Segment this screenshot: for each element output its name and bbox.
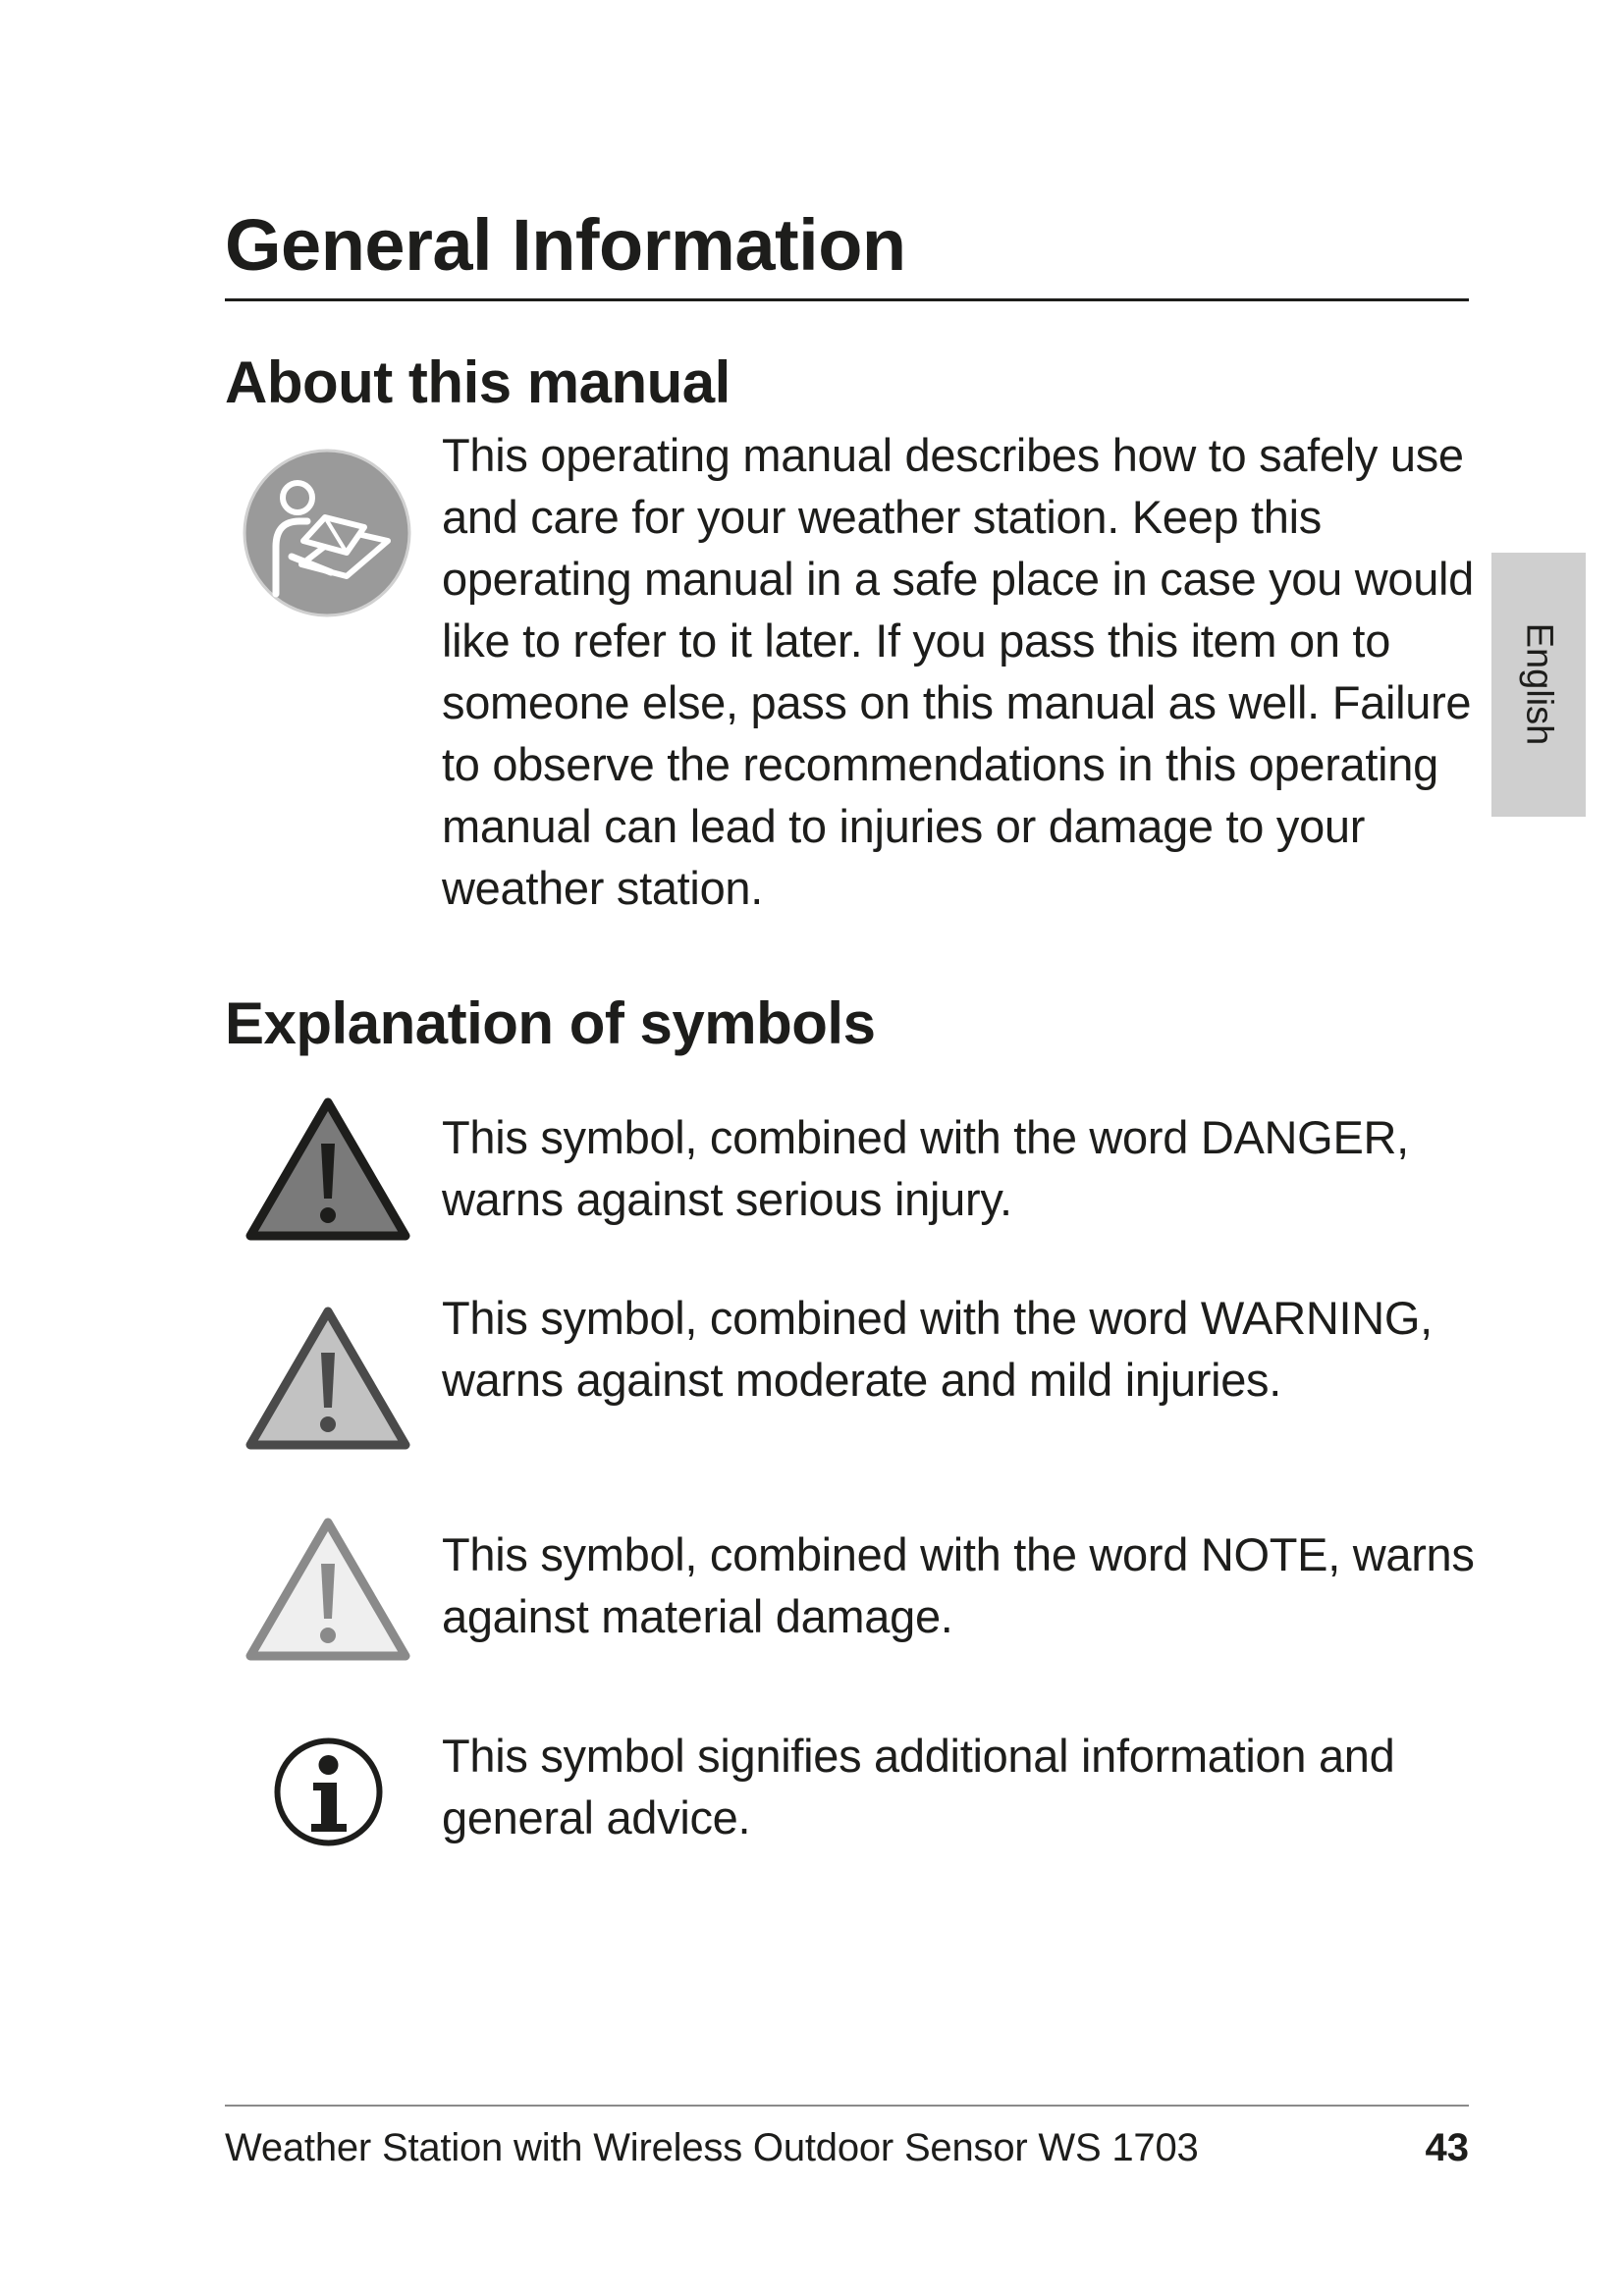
note-text: This symbol, combined with the word NOTE, warns against material damage. xyxy=(442,1528,1475,1642)
about-heading: About this manual xyxy=(225,349,731,415)
page-title: General Information xyxy=(225,204,906,286)
page-number: 43 xyxy=(1425,2126,1469,2169)
footer-product-name: Weather Station with Wireless Outdoor Sensor WS 1703 xyxy=(225,2126,1199,2169)
title-divider xyxy=(225,298,1469,301)
danger-text: This symbol, combined with the word DANGER, warns against serious injury. xyxy=(442,1111,1409,1225)
about-text: This operating manual describes how to safely use and care for your weather station. Keep this operating manual in a safe place in case you would like to refer to it later. If you pass this item on to someone else, pass on this manual as well. Failure to observe the recommendations in this operating manual can lead to injuries or damage to your weather station. xyxy=(442,429,1475,914)
read-manual-icon xyxy=(241,447,413,619)
info-icon xyxy=(272,1735,385,1848)
language-tab xyxy=(1491,553,1586,817)
warning-icon xyxy=(244,1306,411,1451)
language-tab-label: English xyxy=(1518,622,1560,746)
danger-icon xyxy=(244,1096,411,1242)
info-text: This symbol signifies additional information and general advice. xyxy=(442,1730,1395,1843)
note-icon xyxy=(244,1517,411,1662)
warning-text: This symbol, combined with the word WARNING, warns against moderate and mild injuries. xyxy=(442,1292,1433,1406)
symbols-heading: Explanation of symbols xyxy=(225,990,876,1056)
footer-divider xyxy=(225,2105,1469,2107)
